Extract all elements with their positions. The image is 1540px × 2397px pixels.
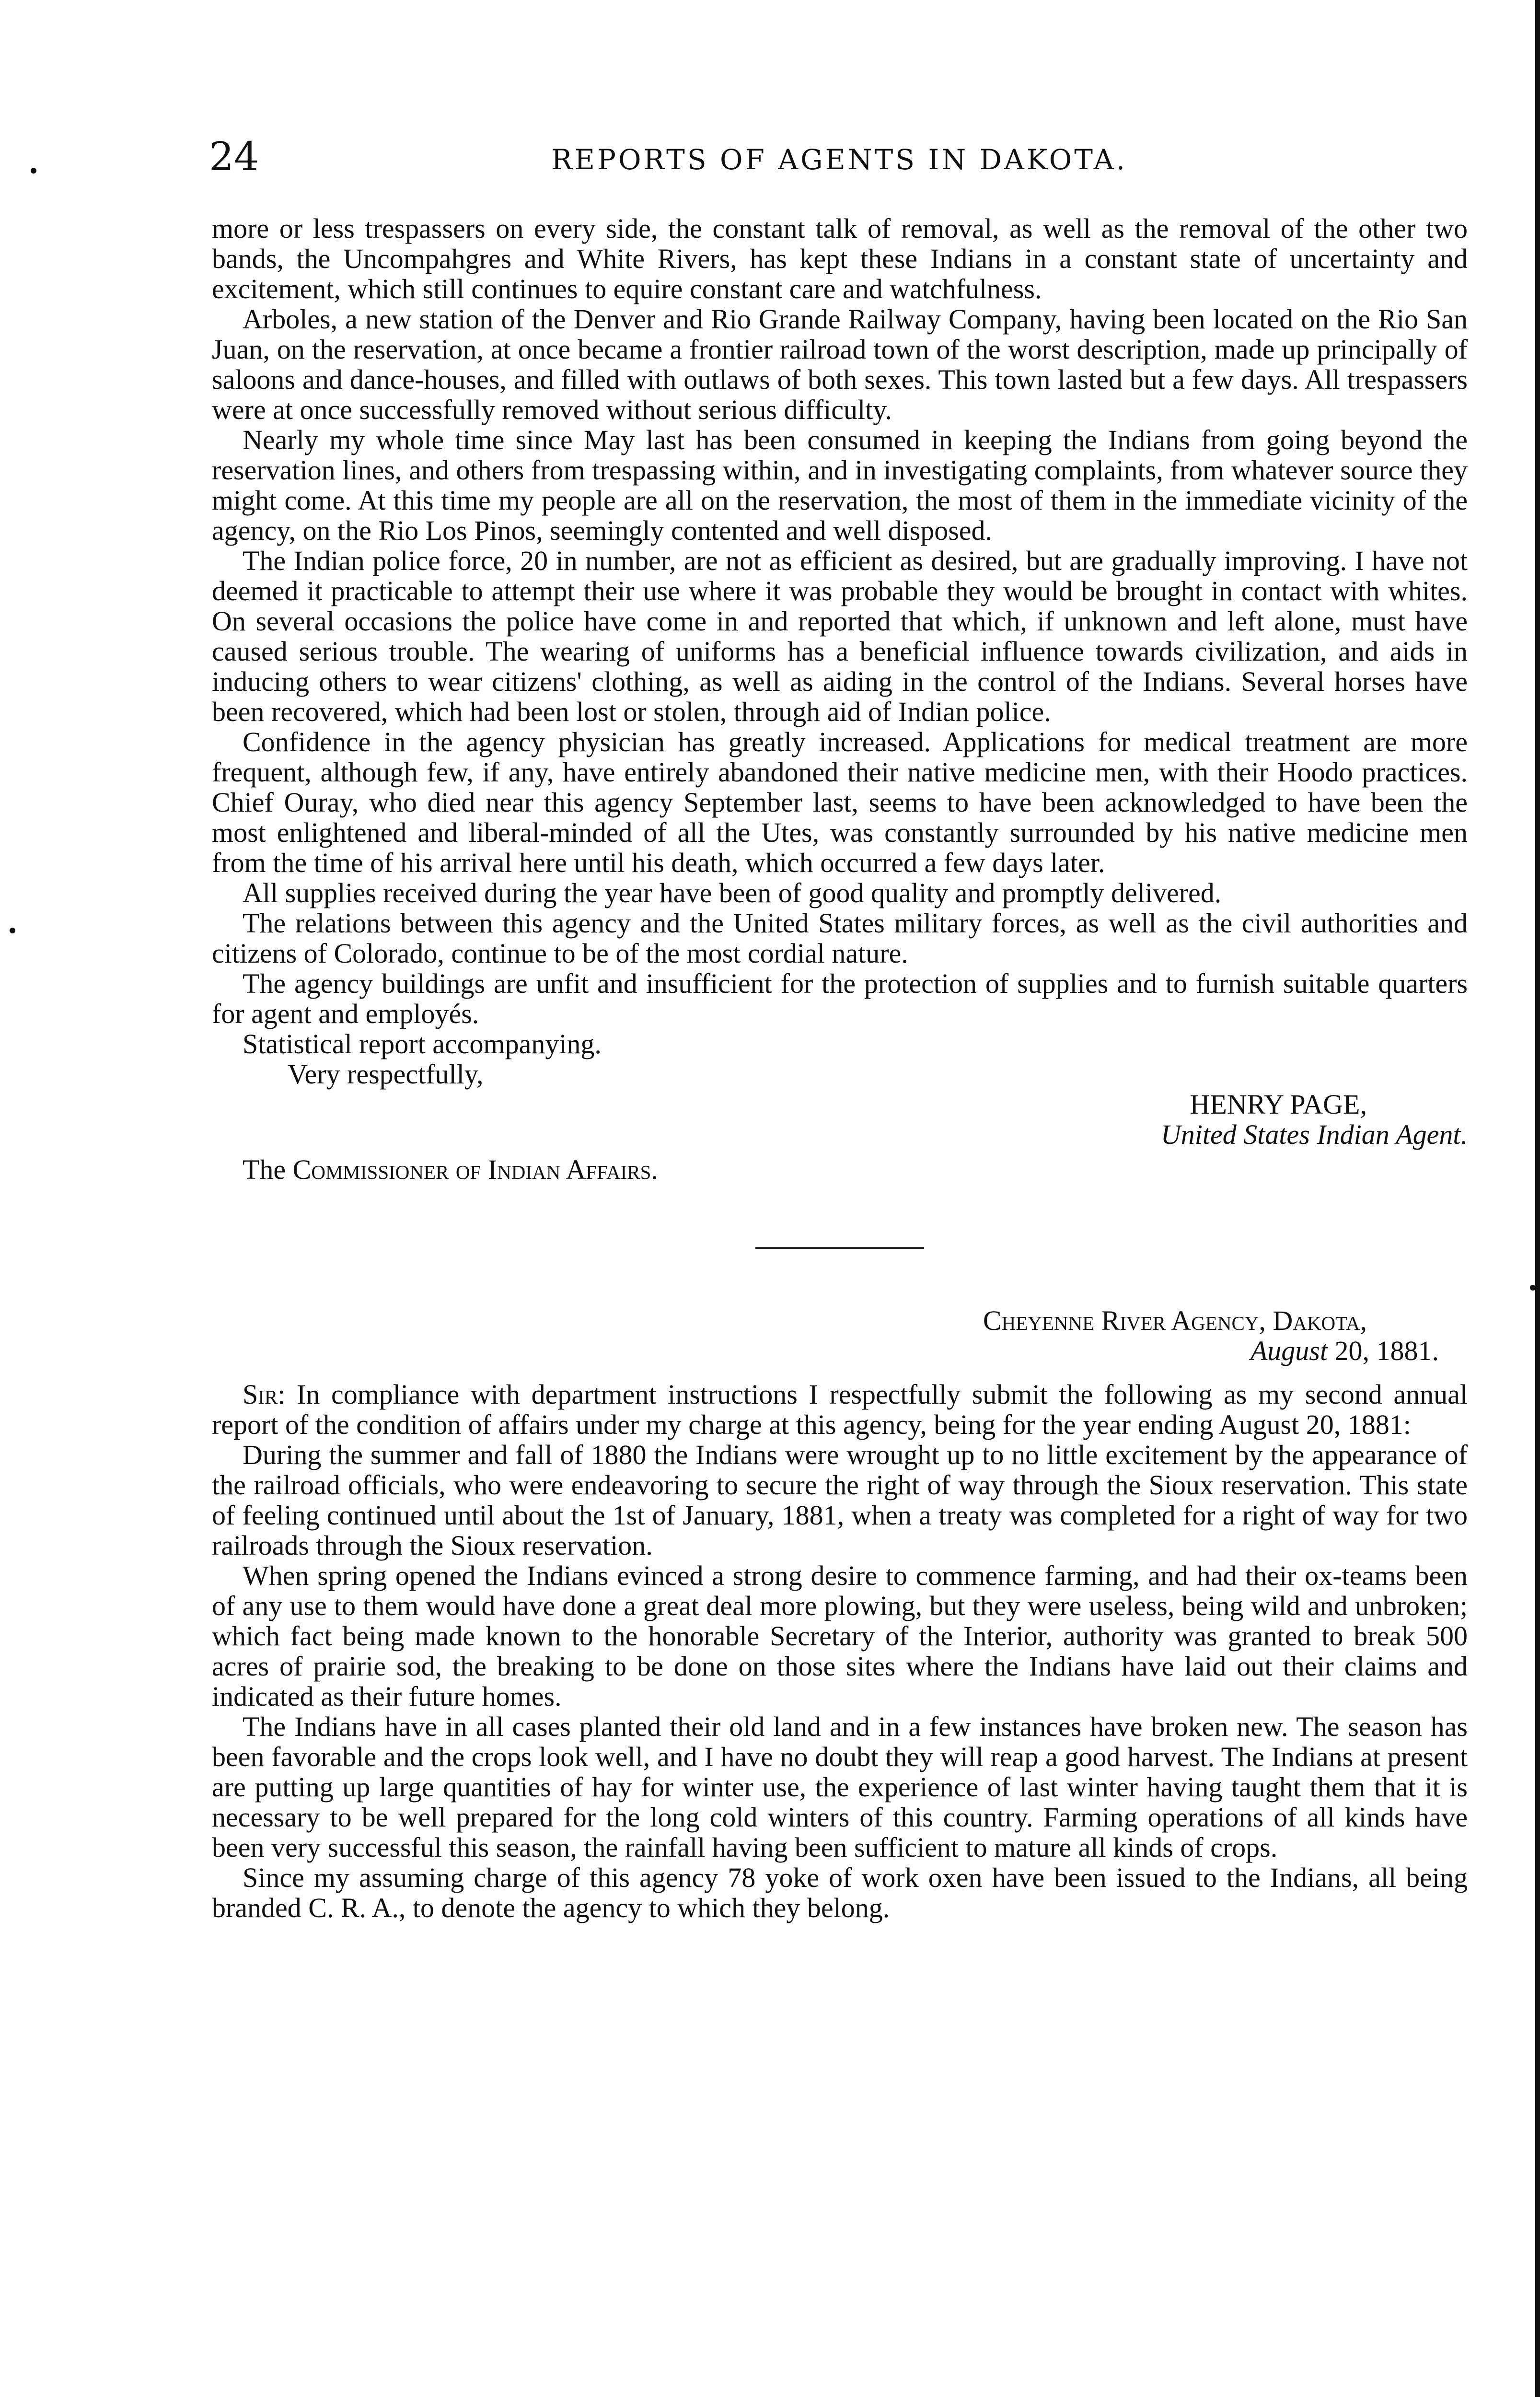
signature-block (212, 1089, 1468, 1152)
dateline-day: 20, 1881. (1328, 1335, 1439, 1366)
scan-edge-right (1535, 0, 1540, 2397)
paragraph: The agency buildings are unfit and insufficient for the protection of supplies and to furnish suitable quarters for agent and employés. (212, 968, 1468, 1029)
paragraph: Nearly my whole time since May last has been consumed in keeping the Indians from going beyond the reservation lines, and others from trespassing within, and in investigating complaints, from whatever source they might come. At this time my people are all on the reservation, the most of them in the immediate vicinity of the agency, on the Rio Los Pinos, seemingly contented and well disposed. (212, 424, 1468, 546)
running-head: REPORTS OF AGENTS IN DAKOTA. (551, 143, 1128, 176)
scan-speck (31, 168, 36, 174)
paragraph: The relations between this agency and the United States military forces, as well as the civil authorities and citizens of Colorado, continue to be of the most cordial nature. (212, 908, 1468, 969)
salutation: Sir: (243, 1379, 286, 1410)
statistical-note: Statistical report accompanying. (243, 1028, 602, 1059)
paragraph: Arboles, a new station of the Denver and Rio Grande Railway Company, having been located on the Rio San Juan, on the reservation, at once became a frontier railroad town of the worst description, made up principally of saloons and dance-houses, and filled with outlaws of both sexes. This town lasted but a few days. All trespassers were at once successfully removed without serious difficulty. (212, 303, 1468, 425)
paragraph: Confidence in the agency physician has greatly increased. Applications for medical treatment are more frequent, although few, if any, have entirely abandoned their native medicine men, with their Hoodo practices. Chief Ouray, who died near this agency September last, seems to have been acknowledged to have been the most enlightened and liberal-minded of all the Utes, was constantly surrounded by his native medicine men from the time of his arrival here until his death, which occurred a few days later. (212, 726, 1468, 878)
dateline-date (212, 1336, 1468, 1366)
paragraph: more or less trespassers on every side, the constant talk of removal, as well as the removal of the other two bands, the Uncompahgres and White Rivers, has kept these Indians in a constant state of uncertainty and excitement, which still continues to equire constant care and watchfulness. (212, 213, 1468, 304)
section-divider (755, 1247, 924, 1249)
addressee-name: Commissioner of Indian Affairs. (292, 1154, 658, 1185)
addressee (212, 1154, 1468, 1185)
dateline-place: Cheyenne River Agency, Dakota, (983, 1305, 1367, 1336)
signer-name: HENRY PAGE, (1190, 1089, 1367, 1120)
paragraph: The Indians have in all cases planted their old land and in a few instances have broken new. The season has been favorable and the crops look well, and I have no doubt they will reap a good harvest. The Indians at present are putting up large quantities of hay for winter use, the experience of last winter having taught them that it is necessary to be well prepared for the long cold winters of this country. Farming operations of all kinds have been very successful this season, the rainfall having been sufficient to mature all kinds of crops. (212, 1711, 1468, 1863)
page-number: 24 (209, 134, 259, 180)
paragraph: All supplies received during the year have been of good quality and promptly delivered. (243, 877, 1222, 908)
paragraph: During the summer and fall of 1880 the Indians were wrought up to no little excitement by the appearance of the railroad officials, who were endeavoring to secure the right of way through the Sioux reservation. This state of feeling continued until about the 1st of January, 1881, when a treaty was completed for a right of way for two railroads through the Sioux reservation. (212, 1439, 1468, 1561)
paragraph: When spring opened the Indians evinced a strong desire to commence farming, and had their ox-teams been of any use to them would have done a great deal more plowing, but they were useless, being wild and unbroken; which fact being made known to the honorable Secretary of the Interior, authority was granted to break 500 acres of prairie sod, the breaking to be done on those sites where the Indians have laid out their claims and indicated as their future homes. (212, 1560, 1468, 1712)
opening-paragraph (212, 1379, 1468, 1440)
dateline-month: August (1250, 1335, 1328, 1366)
paragraph: Since my assuming charge of this agency 78 yoke of work oxen have been issued to the Indians, all being branded C. R. A., to denote the agency to which they belong. (212, 1862, 1468, 1923)
body-text (212, 213, 1468, 1923)
page-header (209, 133, 1470, 186)
closing-phrase: Very respectfully, (288, 1059, 484, 1090)
opening-text: In compliance with department instructions I respectfully submit the following as my second annual report of the condition of affairs under my charge at this agency, being for the year ending August 20, 1881: (212, 1379, 1468, 1440)
paragraph: The Indian police force, 20 in number, are not as efficient as desired, but are gradually improving. I have not deemed it practicable to attempt their use where it was probable they would be brought in contact with whites. On several occasions the police have come in and reported that which, if unknown and left alone, must have caused serious trouble. The wearing of uniforms has a beneficial influence towards civilization, and aids in inducing others to wear citizens' clothing, as well as aiding in the control of the Indians. Several horses have been recovered, which had been lost or stolen, through aid of Indian police. (212, 545, 1468, 727)
signer-title: United States Indian Agent. (1160, 1119, 1468, 1150)
addressee-prefix: The (243, 1154, 293, 1185)
scan-speck (10, 928, 15, 933)
